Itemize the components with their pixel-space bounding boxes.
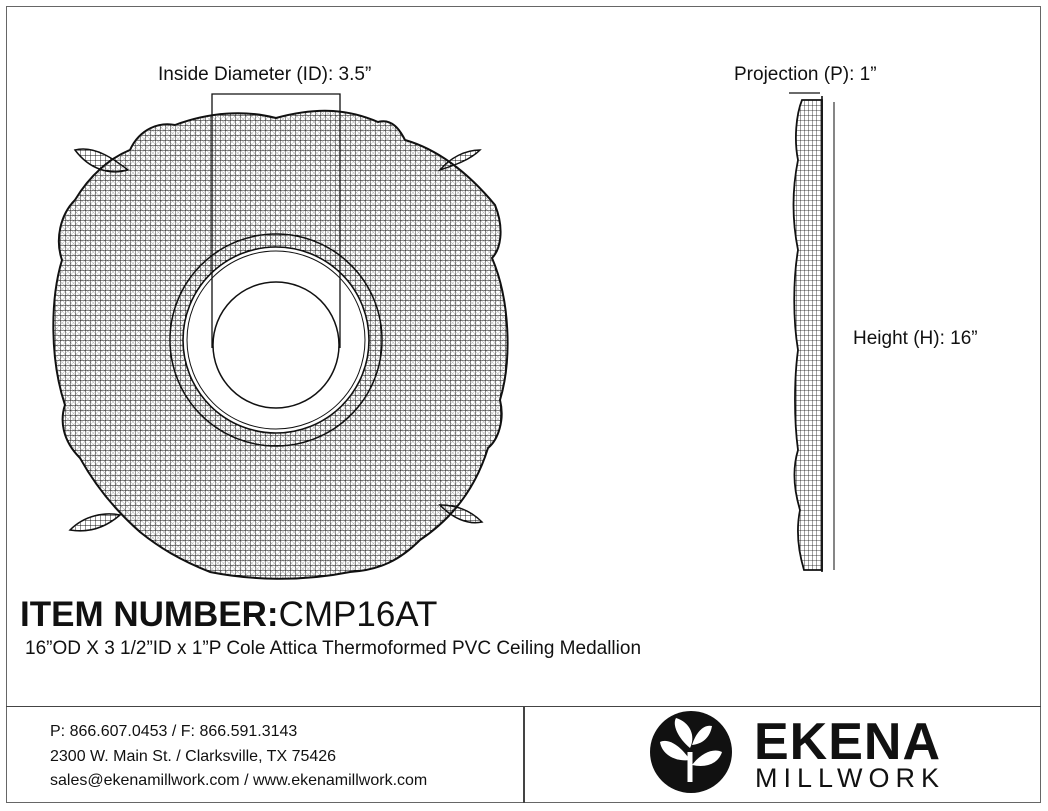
brand-subtitle: MILLWORK <box>755 763 946 793</box>
item-number-value: CMP16AT <box>278 595 438 634</box>
item-number <box>20 597 437 633</box>
item-number-key: ITEM NUMBER: <box>20 595 279 634</box>
brand-name: EKENA <box>754 713 942 771</box>
email-website: sales@ekenamillwork.com / www.ekenamillwork.com <box>50 772 428 789</box>
medallion-front-view <box>53 94 507 579</box>
contact-block <box>50 720 427 794</box>
address: 2300 W. Main St. / Clarksville, TX 75426 <box>50 747 337 765</box>
footer-divider <box>523 706 525 803</box>
medallion-side-view <box>789 93 834 572</box>
phone-fax: P: 866.607.0453 / F: 866.591.3143 <box>50 723 298 740</box>
inside-diameter-label: Inside Diameter (ID): 3.5” <box>158 64 372 85</box>
projection-label: Projection (P): 1” <box>734 64 877 85</box>
height-label: Height (H): 16” <box>853 328 978 349</box>
item-description: 16”OD X 3 1/2”ID x 1”P Cole Attica Thermoformed PVC Ceiling Medallion <box>25 638 642 659</box>
